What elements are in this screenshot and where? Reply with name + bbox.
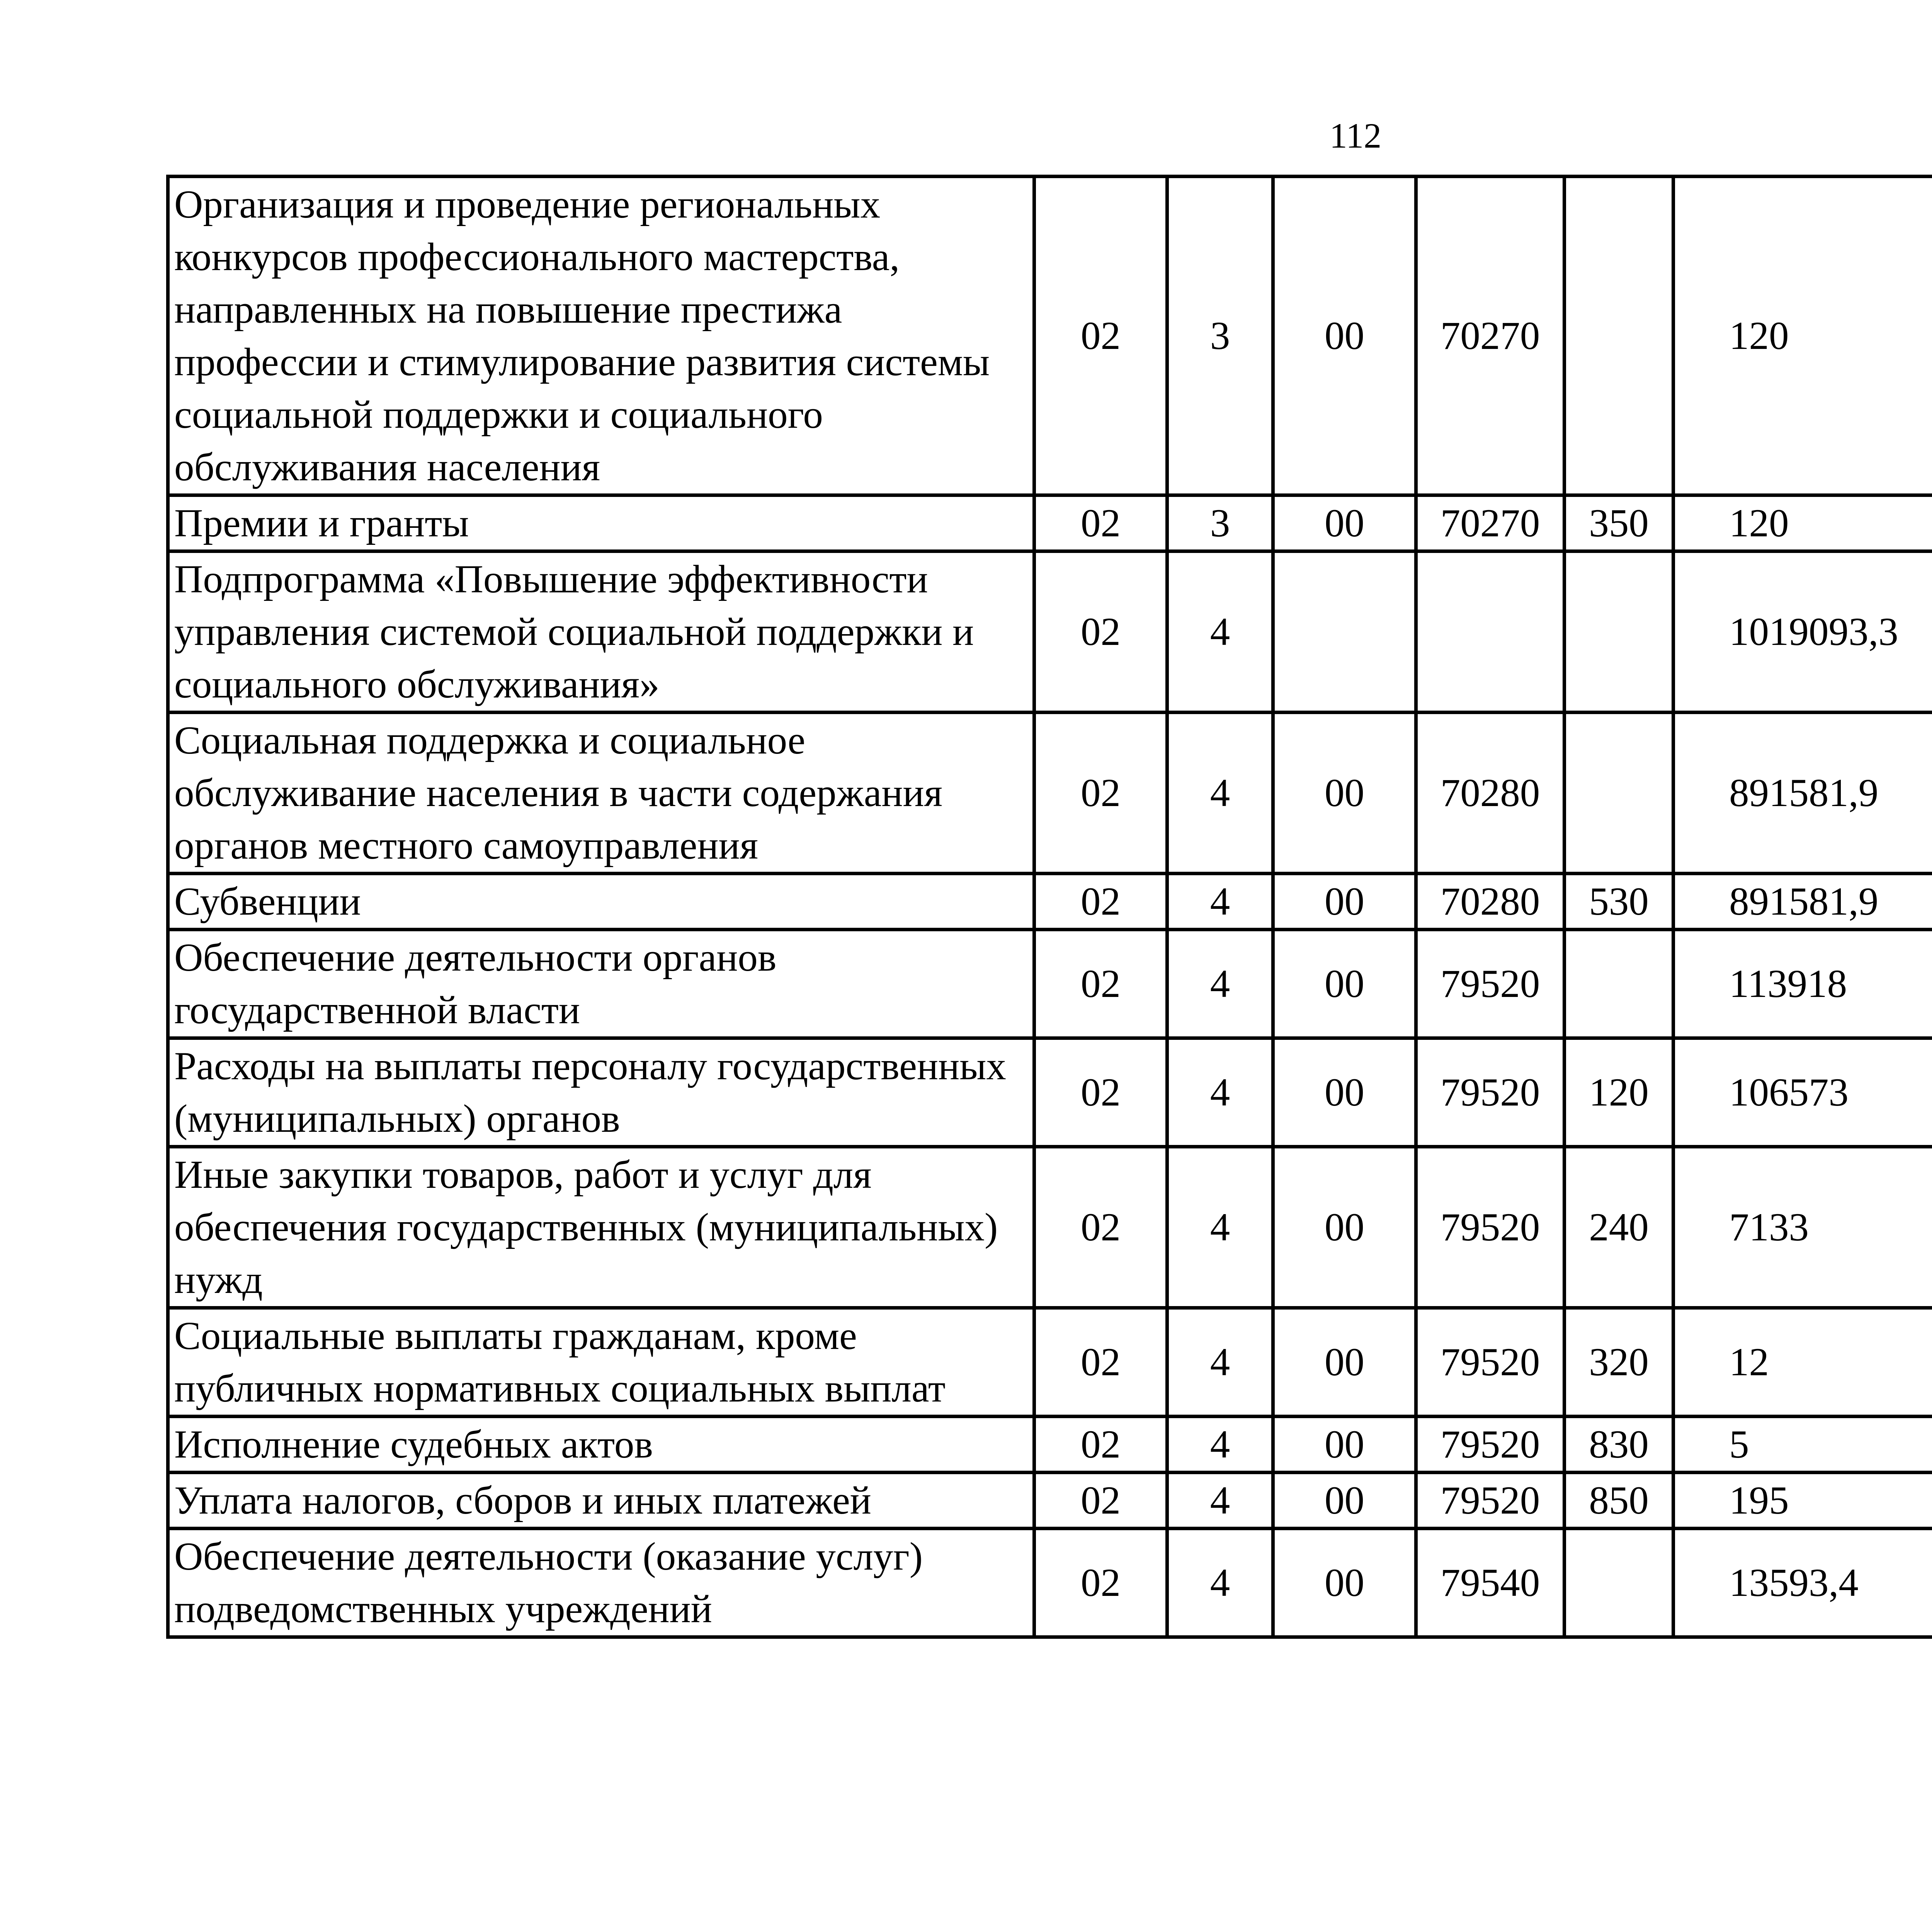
row-description: Обеспечение деятельности (оказание услуг) подведомственных учреждений: [168, 1529, 1034, 1637]
code-expense-type: [1565, 930, 1673, 1038]
row-description: Уплата налогов, сборов и иных платежей: [168, 1473, 1034, 1529]
code-main-activity: 00: [1273, 874, 1416, 930]
code-expense-type: [1565, 1529, 1673, 1637]
code-direction: 79540: [1416, 1529, 1565, 1637]
row-description: Подпрограмма «Повышение эффективности управления системой социальной поддержки и социального обслуживания»: [168, 551, 1034, 713]
code-expense-type: 830: [1565, 1417, 1673, 1473]
code-section: 02: [1034, 1147, 1167, 1308]
code-main-activity: 00: [1273, 495, 1416, 551]
code-expense-type: 850: [1565, 1473, 1673, 1529]
code-subprogram: 4: [1167, 1473, 1273, 1529]
code-section: 02: [1034, 551, 1167, 713]
code-subprogram: 4: [1167, 551, 1273, 713]
code-main-activity: 00: [1273, 177, 1416, 495]
amount-year-1: 1019093,3: [1673, 551, 1932, 713]
code-subprogram: 4: [1167, 874, 1273, 930]
amount-year-1: 120: [1673, 495, 1932, 551]
budget-table: [166, 175, 1932, 1639]
table-row: [168, 495, 1932, 551]
table-row: [168, 1417, 1932, 1473]
code-expense-type: [1565, 551, 1673, 713]
code-direction: 70280: [1416, 874, 1565, 930]
code-expense-type: 320: [1565, 1308, 1673, 1417]
code-main-activity: 00: [1273, 1417, 1416, 1473]
code-subprogram: 4: [1167, 1417, 1273, 1473]
budget-table-body: [168, 177, 1932, 1637]
amount-year-1: 113918: [1673, 930, 1932, 1038]
code-direction: 70280: [1416, 713, 1565, 874]
row-description: Иные закупки товаров, работ и услуг для обеспечения государственных (муниципальных) нужд: [168, 1147, 1034, 1308]
code-subprogram: 4: [1167, 713, 1273, 874]
code-section: 02: [1034, 1038, 1167, 1147]
amount-year-1: 5: [1673, 1417, 1932, 1473]
code-direction: 70270: [1416, 177, 1565, 495]
amount-year-1: 891581,9: [1673, 874, 1932, 930]
code-main-activity: 00: [1273, 1038, 1416, 1147]
code-subprogram: 4: [1167, 1038, 1273, 1147]
table-row: [168, 551, 1932, 713]
amount-year-1: 13593,4: [1673, 1529, 1932, 1637]
code-main-activity: [1273, 551, 1416, 713]
code-expense-type: 120: [1565, 1038, 1673, 1147]
table-row: [168, 1038, 1932, 1147]
code-direction: 79520: [1416, 1038, 1565, 1147]
table-row: [168, 713, 1932, 874]
code-section: 02: [1034, 930, 1167, 1038]
code-direction: 70270: [1416, 495, 1565, 551]
table-row: [168, 930, 1932, 1038]
row-description: Премии и гранты: [168, 495, 1034, 551]
code-direction: 79520: [1416, 1417, 1565, 1473]
code-expense-type: [1565, 713, 1673, 874]
code-section: 02: [1034, 1417, 1167, 1473]
amount-year-1: 106573: [1673, 1038, 1932, 1147]
code-section: 02: [1034, 495, 1167, 551]
table-row: [168, 1308, 1932, 1417]
page-number: 112: [1329, 116, 1382, 155]
table-row: [168, 1529, 1932, 1637]
code-direction: 79520: [1416, 1473, 1565, 1529]
code-main-activity: 00: [1273, 713, 1416, 874]
code-subprogram: 3: [1167, 177, 1273, 495]
code-direction: 79520: [1416, 930, 1565, 1038]
table-row: [168, 1473, 1932, 1529]
table-row: [168, 177, 1932, 495]
code-main-activity: 00: [1273, 1473, 1416, 1529]
code-expense-type: [1565, 177, 1673, 495]
amount-year-1: 7133: [1673, 1147, 1932, 1308]
code-main-activity: 00: [1273, 1529, 1416, 1637]
amount-year-1: 891581,9: [1673, 713, 1932, 874]
code-expense-type: 530: [1565, 874, 1673, 930]
code-main-activity: 00: [1273, 1147, 1416, 1308]
amount-year-1: 12: [1673, 1308, 1932, 1417]
code-section: 02: [1034, 177, 1167, 495]
row-description: Социальная поддержка и социальное обслуживание населения в части содержания органов местного самоуправления: [168, 713, 1034, 874]
amount-year-1: 195: [1673, 1473, 1932, 1529]
code-expense-type: 240: [1565, 1147, 1673, 1308]
code-subprogram: 4: [1167, 1147, 1273, 1308]
code-section: 02: [1034, 1529, 1167, 1637]
code-main-activity: 00: [1273, 1308, 1416, 1417]
code-subprogram: 3: [1167, 495, 1273, 551]
code-direction: 79520: [1416, 1147, 1565, 1308]
code-expense-type: 350: [1565, 495, 1673, 551]
row-description: Исполнение судебных актов: [168, 1417, 1034, 1473]
code-section: 02: [1034, 713, 1167, 874]
code-section: 02: [1034, 874, 1167, 930]
code-subprogram: 4: [1167, 1308, 1273, 1417]
code-main-activity: 00: [1273, 930, 1416, 1038]
table-row: [168, 1147, 1932, 1308]
code-direction: [1416, 551, 1565, 713]
row-description: Организация и проведение региональных конкурсов профессионального мастерства, направленных на повышение престижа профессии и стимулирование развития системы социальной поддержки и социального обслуживания населения: [168, 177, 1034, 495]
code-subprogram: 4: [1167, 930, 1273, 1038]
row-description: Субвенции: [168, 874, 1034, 930]
row-description: Расходы на выплаты персоналу государственных (муниципальных) органов: [168, 1038, 1034, 1147]
table-row: [168, 874, 1932, 930]
code-section: 02: [1034, 1308, 1167, 1417]
code-section: 02: [1034, 1473, 1167, 1529]
amount-year-1: 120: [1673, 177, 1932, 495]
row-description: Социальные выплаты гражданам, кроме публичных нормативных социальных выплат: [168, 1308, 1034, 1417]
code-direction: 79520: [1416, 1308, 1565, 1417]
code-subprogram: 4: [1167, 1529, 1273, 1637]
row-description: Обеспечение деятельности органов государственной власти: [168, 930, 1034, 1038]
